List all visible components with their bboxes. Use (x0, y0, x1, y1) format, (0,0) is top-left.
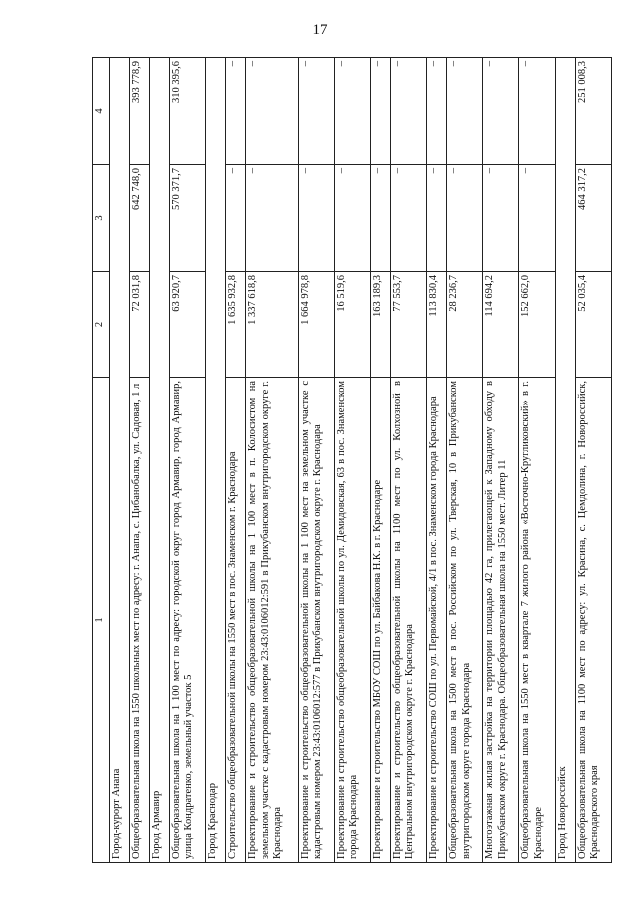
value-col-2: 163 189,3 (370, 272, 390, 378)
table-row (226, 58, 246, 863)
value-col-3: 570 371,7 (170, 165, 206, 272)
value-col-4: – (447, 58, 483, 165)
table-row (130, 58, 150, 863)
section-title: Город-курорт Анапа (110, 58, 130, 863)
table-row (246, 58, 298, 863)
value-col-3: – (483, 165, 519, 272)
value-col-3: – (370, 165, 390, 272)
value-col-4: – (519, 58, 555, 165)
table-row (575, 58, 611, 863)
value-col-2: 52 035,4 (575, 272, 611, 378)
value-col-4: 393 778,9 (130, 58, 150, 165)
schools-table (92, 57, 612, 863)
value-col-3: 642 748,0 (130, 165, 150, 272)
value-col-2: 1 337 618,8 (246, 272, 298, 378)
table-row (170, 58, 206, 863)
rotated-table (92, 58, 612, 863)
table-row (519, 58, 555, 863)
header-row (93, 58, 110, 863)
value-col-2: 1 635 932,8 (226, 272, 246, 378)
value-col-4: – (483, 58, 519, 165)
value-col-4: – (226, 58, 246, 165)
value-col-2: 152 662,0 (519, 272, 555, 378)
value-col-3: – (246, 165, 298, 272)
value-col-4: – (334, 58, 370, 165)
section-title: Город Армавир (150, 58, 170, 863)
object-description: Общеобразовательная школа на 1550 школьных мест по адресу: г. Анапа, с. Цибанобалка, ул. Садовая, 1 л (130, 378, 150, 863)
header-col-4: 4 (93, 58, 110, 165)
table-row (427, 58, 447, 863)
object-description: Общеобразовательная школа на 1550 мест в квартале 7 жилого района «Восточно-Кругликовский» в г. Краснодаре (519, 378, 555, 863)
value-col-4: – (390, 58, 426, 165)
value-col-2: 16 519,6 (334, 272, 370, 378)
value-col-2: 113 830,4 (427, 272, 447, 378)
object-description: Проектирование и строительство общеобразовательной школы на 1 100 мест на земельном участке с кадастровым номером 23:43:0106012:577 в Прикубанском внутригородском округе г. Краснодара (298, 378, 334, 863)
value-col-3: – (390, 165, 426, 272)
value-col-3: – (447, 165, 483, 272)
object-description: Проектирование и строительство общеобразовательной школы на 1100 мест по ул. Колхозной в Центральном внутригородском округе г. Краснодара (390, 378, 426, 863)
value-col-2: 72 031,8 (130, 272, 150, 378)
value-col-3: – (298, 165, 334, 272)
object-description: Проектирование и строительство общеобразовательной школы на 1 100 мест в п. Колосистом на земельном участке с кадастровым номером 23:43:0106012:591 в Прикубанском внутригородском округе г. Краснодара (246, 378, 298, 863)
value-col-4: – (370, 58, 390, 165)
value-col-4: 251 008,3 (575, 58, 611, 165)
value-col-2: 77 553,7 (390, 272, 426, 378)
object-description: Проектирование и строительство МБОУ СОШ по ул. Байбакова Н.К. в г. Краснодаре (370, 378, 390, 863)
value-col-2: 63 920,7 (170, 272, 206, 378)
table-row (370, 58, 390, 863)
section-title: Город Новороссийск (555, 58, 575, 863)
table-row (298, 58, 334, 863)
header-col-2: 2 (93, 272, 110, 378)
table-row (390, 58, 426, 863)
object-description: Общеобразовательная школа на 1 100 мест по адресу: городской округ город Армавир, город Армавир, улица Кондратенко, земельный участок 5 (170, 378, 206, 863)
table-row (334, 58, 370, 863)
value-col-4: 310 395,6 (170, 58, 206, 165)
table-body (110, 58, 612, 863)
table-row (483, 58, 519, 863)
value-col-2: 114 694,2 (483, 272, 519, 378)
value-col-3: – (226, 165, 246, 272)
section-row (555, 58, 575, 863)
value-col-3: – (427, 165, 447, 272)
table-container (92, 58, 612, 863)
section-row (206, 58, 226, 863)
object-description: Строительство общеобразовательной школы на 1550 мест в пос. Знаменском г. Краснодара (226, 378, 246, 863)
value-col-4: – (298, 58, 334, 165)
value-col-4: – (427, 58, 447, 165)
value-col-4: – (246, 58, 298, 165)
section-row (110, 58, 130, 863)
object-description: Многоэтажная жилая застройка на территории площадью 42 га, прилегающей к Западному обходу в Прикубанском округе г. Краснодара. Общеобразовательная школа на 1550 мест. Литер 11 (483, 378, 519, 863)
object-description: Проектирование и строительство СОШ по ул. Первомайской, 4/1 в пос. Знаменском города Краснодара (427, 378, 447, 863)
section-row (150, 58, 170, 863)
header-col-1: 1 (93, 378, 110, 863)
object-description: Проектирование и строительство общеобразовательной школы по ул. Демидовская, 63 в пос. Знаменском города Краснодара (334, 378, 370, 863)
section-title: Город Краснодар (206, 58, 226, 863)
page-number: 17 (312, 22, 328, 38)
value-col-3: – (519, 165, 555, 272)
object-description: Общеобразовательная школа на 1500 мест в пос. Российском по ул. Тверская, 10 в Прикубанском внутригородском округе города Краснодара (447, 378, 483, 863)
value-col-2: 1 664 978,8 (298, 272, 334, 378)
header-col-3: 3 (93, 165, 110, 272)
value-col-3: – (334, 165, 370, 272)
object-description: Общеобразовательная школа на 1100 мест по адресу: ул. Красина, с. Цемдолина, г. Новороссийск, Краснодарского края (575, 378, 611, 863)
table-row (447, 58, 483, 863)
value-col-2: 28 236,7 (447, 272, 483, 378)
value-col-3: 464 317,2 (575, 165, 611, 272)
